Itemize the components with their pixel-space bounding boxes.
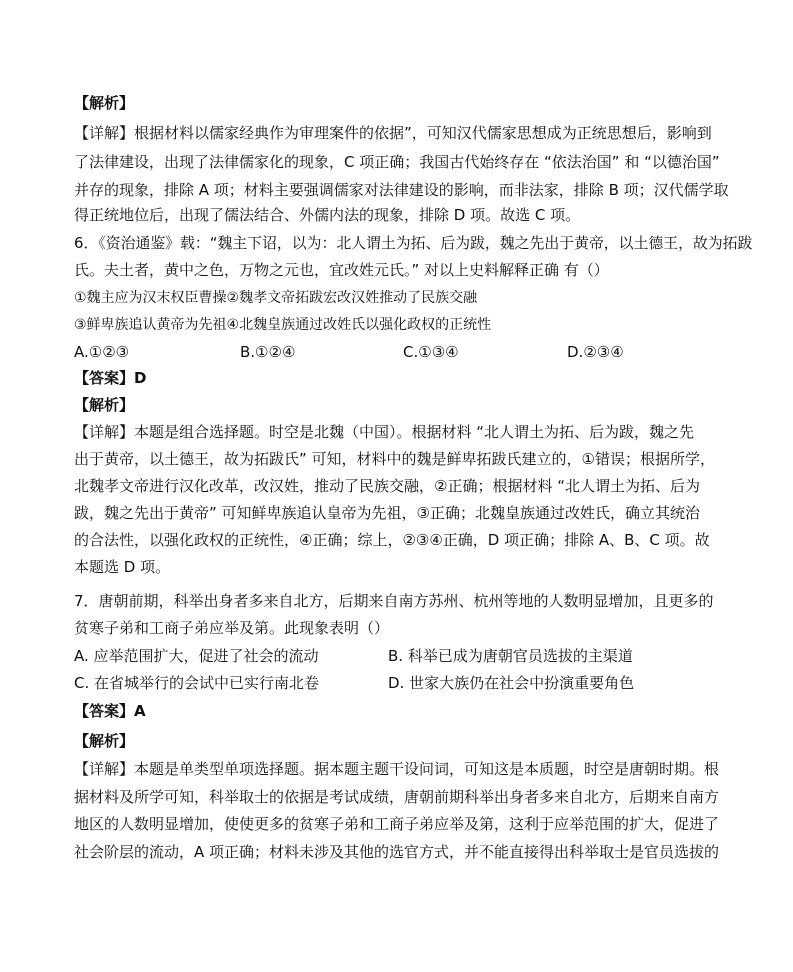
q6-stem-line-1: 6．《资治通鉴》载：“魏主下诏，以为：北人谓土为拓、后为跋，魏之先出于黄帝，以土德王，故为拓跋 [74, 234, 753, 252]
q6-option-c: C.①③④ [403, 343, 459, 361]
q7-detail-line-2: 据材料及所学可知，科举取士的依据是考试成绩，唐朝前期科举出身者多来自北方，后期来自南方 [74, 788, 720, 806]
q5-detail-line-1: 【详解】根据材料以儒家经典作为审理案件的依据”，可知汉代儒家思想成为正统思想后，影响到 [74, 124, 712, 142]
q6-detail-line-3: 北魏孝文帝进行汉化改革，改汉姓，推动了民族交融，②正确；根据材料 “北人谓土为拓、后为 [74, 477, 700, 495]
q6-detail-line-5: 的合法性，以强化政权的正统性，④正确；综上，②③④正确，D 项正确；排除 A、B、C 项。故 [74, 531, 710, 549]
q5-detail-line-2: 了法律建设，出现了法律儒家化的现象，C 项正确；我国古代始终存在 “依法治国” 和 “以德治国” [74, 153, 720, 171]
q6-statement-1: ①魏主应为汉末权臣曹操②魏孝文帝拓跋宏改汉姓推动了民族交融 [74, 290, 478, 306]
q7-detail-line-3: 地区的人数明显增加，使使更多的贫寒子弟和工商子弟应举及第，这利于应举范围的扩大，促进了 [74, 815, 720, 833]
q7-option-a: A. 应举范围扩大，促进了社会的流动 [74, 647, 319, 665]
q7-stem-line-2: 贫寒子弟和工商子弟应举及第。此现象表明（） [74, 619, 390, 637]
q7-stem-line-1: 7．唐朝前期，科举出身者多来自北方，后期来自南方苏州、杭州等地的人数明显增加，且更多的 [74, 592, 714, 610]
q5-detail-line-3: 并存的现象，排除 A 项；材料主要强调儒家对法律建设的影响，而非法家，排除 B 项；汉代儒学取 [74, 181, 729, 199]
q6-option-a: A.①②③ [74, 343, 130, 361]
q6-option-b: B.①②④ [240, 343, 296, 361]
q7-detail-line-1: 【详解】本题是单类型单项选择题。据本题主题干设问词，可知这是本质题，时空是唐朝时期。根 [74, 760, 720, 778]
q5-analysis-heading: 【解析】 [74, 94, 135, 112]
q6-detail-line-4: 跋，魏之先出于黄帝” 可知鲜卑族追认皇帝为先祖，③正确；北魏皇族通过改姓氏，确立其统治 [74, 504, 700, 522]
q6-option-d: D.②③④ [567, 343, 624, 361]
q6-answer: 【答案】D [74, 369, 147, 387]
q6-stem-line-2: 氏。夫土者，黄中之色，万物之元也，宜改姓元氏。” 对以上史料解释正确 有（） [74, 261, 609, 279]
q7-detail-line-4: 社会阶层的流动，A 项正确；材料未涉及其他的选官方式，并不能直接得出科举取士是官员选拔的 [74, 843, 720, 861]
q6-detail-line-6: 本题选 D 项。 [74, 558, 171, 576]
q6-detail-line-1: 【详解】本题是组合选择题。时空是北魏（中国）。根据材料 “北人谓土为拓、后为跋，魏之先 [74, 423, 695, 441]
q5-detail-line-4: 得正统地位后，出现了儒法结合、外儒内法的现象，排除 D 项。故选 C 项。 [74, 206, 581, 224]
q7-option-c: C. 在省城举行的会试中已实行南北卷 [74, 674, 320, 692]
q7-option-b: B. 科举已成为唐朝官员选拔的主渠道 [388, 647, 633, 665]
q6-analysis-heading: 【解析】 [74, 396, 135, 414]
q7-option-d: D. 世家大族仍在社会中扮演重要角色 [388, 674, 635, 692]
q7-answer: 【答案】A [74, 702, 146, 720]
q6-statement-2: ③鲜卑族追认黄帝为先祖④北魏皇族通过改姓氏以强化政权的正统性 [74, 317, 492, 333]
q6-detail-line-2: 出于黄帝，以土德王，故为拓跋氏” 可知，材料中的魏是鲜卑拓跋氏建立的，①错误；根据所学， [74, 450, 715, 468]
q7-analysis-heading: 【解析】 [74, 732, 135, 750]
